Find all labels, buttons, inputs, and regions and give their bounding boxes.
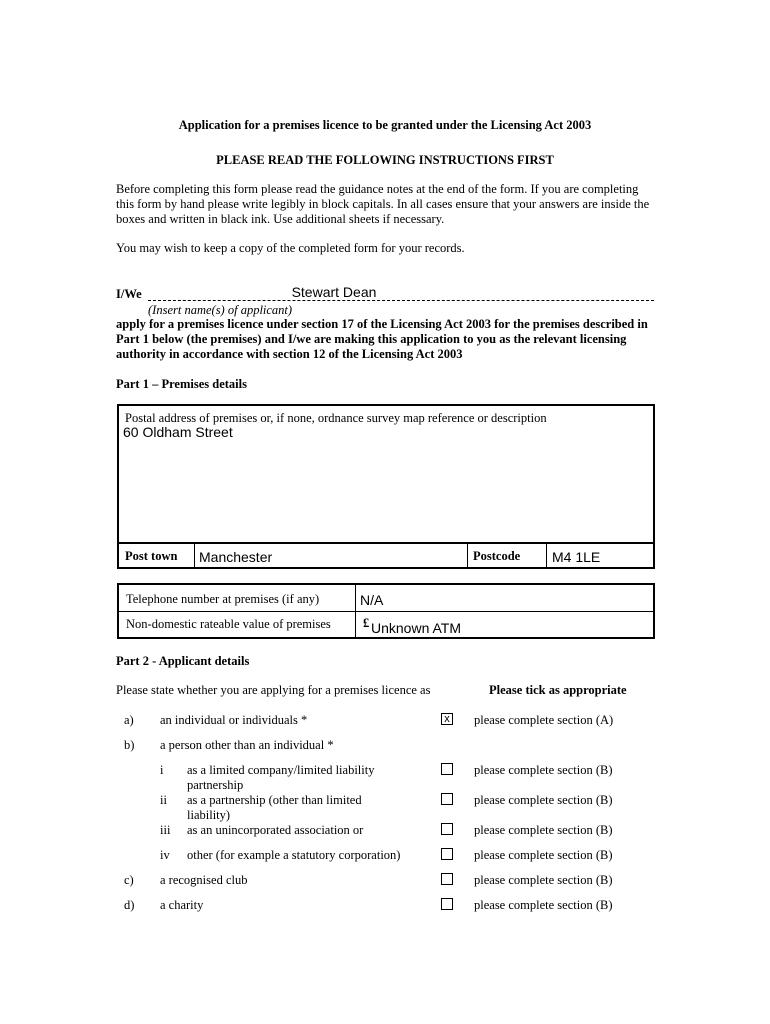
option-biii-note: please complete section (B) bbox=[474, 823, 613, 837]
post-town-value: Manchester bbox=[199, 549, 273, 565]
instructions-text: Before completing this form please read the guidance notes at the end of the form. If you are completing this form by hand please write legibly in block capitals. In all cases ensure that your answers are inside the boxes and written in black ink. Use additional sheets if necessary. bbox=[116, 182, 650, 226]
option-a-note: please complete section (A) bbox=[474, 713, 614, 727]
post-town-field[interactable] bbox=[194, 544, 468, 569]
option-c-letter: c) bbox=[124, 873, 134, 887]
applicant-name-field[interactable] bbox=[148, 286, 654, 301]
checkbox-recognised-club[interactable] bbox=[441, 873, 453, 885]
checkbox-individual[interactable]: x bbox=[441, 713, 453, 725]
option-c-note: please complete section (B) bbox=[474, 873, 613, 887]
option-biv-text: other (for example a statutory corporation) bbox=[187, 848, 401, 862]
option-biv-letter: iv bbox=[160, 848, 170, 862]
post-town-row bbox=[119, 542, 653, 569]
checkbox-partnership[interactable] bbox=[441, 793, 453, 805]
telephone-row bbox=[119, 585, 653, 612]
checkbox-unincorporated[interactable] bbox=[441, 823, 453, 835]
option-b-letter: b) bbox=[124, 738, 135, 752]
option-a-text: an individual or individuals * bbox=[160, 713, 308, 727]
option-bi-text: as a limited company/limited liability partnership bbox=[187, 763, 375, 792]
option-bii-text: as a partnership (other than limited liability) bbox=[187, 793, 362, 822]
postcode-label: Postcode bbox=[473, 549, 521, 563]
option-biii-text: as an unincorporated association or bbox=[187, 823, 364, 837]
option-a-letter: a) bbox=[124, 713, 134, 727]
tick-heading: Please tick as appropriate bbox=[489, 683, 627, 697]
iwe-label: I/We bbox=[116, 287, 142, 301]
option-b-text: a person other than an individual * bbox=[160, 738, 334, 752]
application-declaration: apply for a premises licence under section 17 of the Licensing Act 2003 for the premises described in Part 1 below (the premises) and I/we are making this application to you as the relevant licensing authority in accordance with section 12 of the Licensing Act 2003 bbox=[116, 317, 648, 361]
part2-heading: Part 2 - Applicant details bbox=[116, 654, 250, 668]
checkbox-other[interactable] bbox=[441, 848, 453, 860]
applicant-name-value: Stewart Dean bbox=[291, 284, 377, 300]
premises-contact-box bbox=[117, 583, 655, 639]
option-bii-letter: ii bbox=[160, 793, 167, 807]
instructions-heading: PLEASE READ THE FOLLOWING INSTRUCTIONS FIRST bbox=[216, 153, 554, 167]
telephone-value: N/A bbox=[360, 592, 384, 608]
option-bi-letter: i bbox=[160, 763, 164, 777]
address-field[interactable]: 60 Oldham Street bbox=[123, 424, 233, 440]
option-d-note: please complete section (B) bbox=[474, 898, 613, 912]
checkbox-limited-company[interactable] bbox=[441, 763, 453, 775]
telephone-field[interactable] bbox=[355, 585, 654, 611]
post-town-label: Post town bbox=[125, 549, 178, 563]
part2-prompt: Please state whether you are applying for a premises licence as bbox=[116, 683, 431, 697]
option-bii-note: please complete section (B) bbox=[474, 793, 613, 807]
option-d-letter: d) bbox=[124, 898, 135, 912]
option-c-text: a recognised club bbox=[160, 873, 248, 887]
option-bi-note: please complete section (B) bbox=[474, 763, 613, 777]
rateable-field[interactable] bbox=[355, 612, 654, 637]
pound-sign: £ bbox=[363, 616, 370, 630]
postcode-value: M4 1LE bbox=[552, 549, 601, 565]
rateable-label: Non-domestic rateable value of premises bbox=[126, 617, 331, 631]
checkbox-charity[interactable] bbox=[441, 898, 453, 910]
option-biii-letter: iii bbox=[160, 823, 171, 837]
part1-heading: Part 1 – Premises details bbox=[116, 377, 247, 391]
telephone-label: Telephone number at premises (if any) bbox=[126, 592, 320, 606]
form-title: Application for a premises licence to be granted under the Licensing Act 2003 bbox=[178, 118, 592, 132]
copy-note: You may wish to keep a copy of the completed form for your records. bbox=[116, 241, 465, 255]
rateable-row bbox=[119, 612, 653, 637]
applicant-name-hint: (Insert name(s) of applicant) bbox=[148, 303, 293, 317]
address-label: Postal address of premises or, if none, ordnance survey map reference or description bbox=[125, 411, 547, 425]
option-d-text: a charity bbox=[160, 898, 204, 912]
postcode-field[interactable] bbox=[546, 544, 654, 569]
rateable-value: Unknown ATM bbox=[371, 620, 461, 636]
option-biv-note: please complete section (B) bbox=[474, 848, 613, 862]
premises-address-box bbox=[117, 404, 655, 569]
